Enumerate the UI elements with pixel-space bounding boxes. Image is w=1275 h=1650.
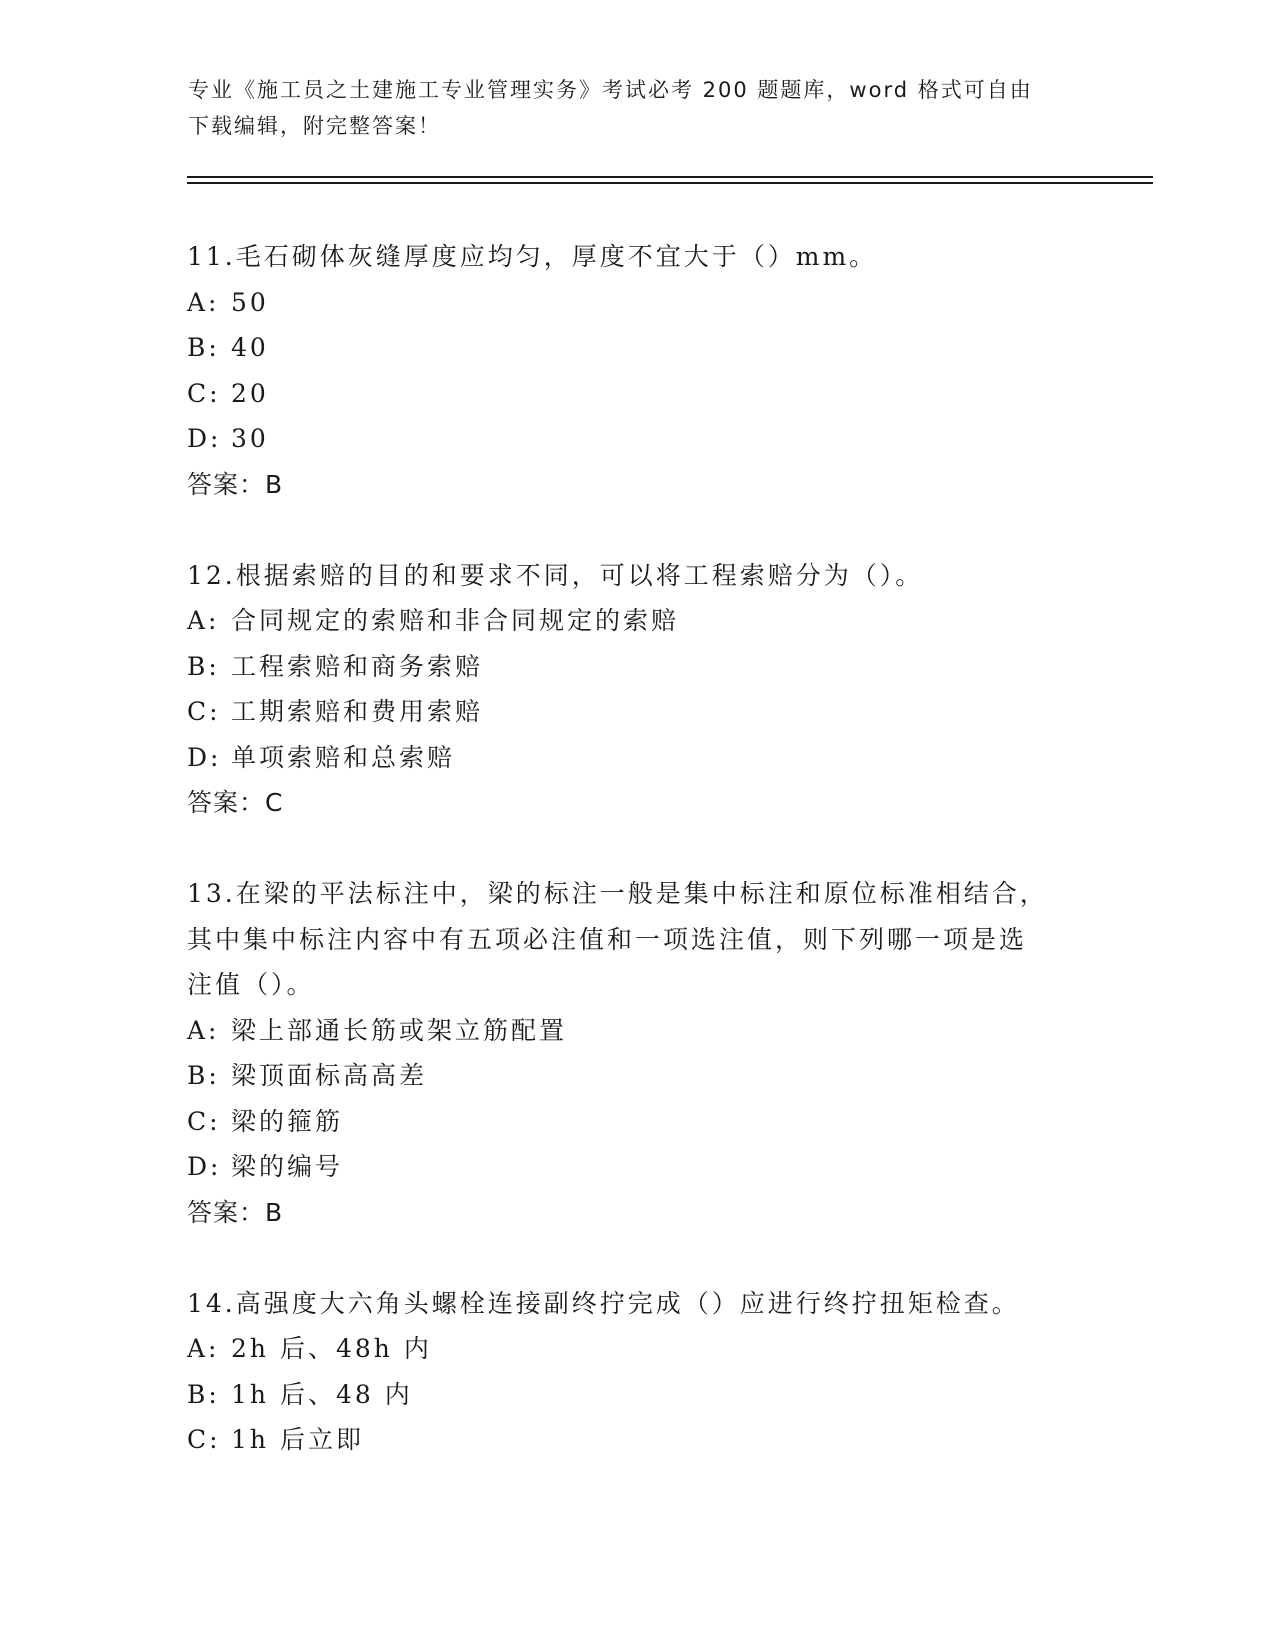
header-rule-bottom: [187, 182, 1153, 184]
option-d: [187, 416, 1087, 462]
option-a: [187, 1326, 1087, 1372]
option-text: 单项索赔和总索赔: [231, 742, 456, 772]
option-a: [187, 280, 1087, 326]
option-text: 1h 后、48 内: [231, 1379, 413, 1409]
option-text: 30: [231, 424, 269, 453]
option-key: A:: [187, 606, 220, 635]
option-text: 工期索赔和费用索赔: [231, 697, 484, 726]
question-stem: 11.毛石砌体灰缝厚度应均匀，厚度不宜大于（）mm。: [187, 242, 878, 271]
option-a: [187, 1008, 1087, 1054]
option-text: 20: [231, 378, 269, 408]
question-11: [187, 234, 1087, 507]
option-text: 梁的编号: [231, 1152, 344, 1181]
option-c: [187, 371, 1087, 417]
option-text: 梁上部通长筋或架立筋配置: [231, 1015, 568, 1045]
option-key: A:: [187, 1015, 220, 1045]
option-key: A:: [187, 1334, 220, 1363]
document-header: [188, 72, 1088, 144]
option-text: 50: [231, 287, 269, 317]
answer-line: 答案：C: [187, 788, 284, 817]
option-d: [187, 1144, 1087, 1190]
header-line-2: 下载编辑，附完整答案！: [188, 114, 441, 138]
option-text: 梁的箍筋: [231, 1106, 344, 1136]
option-text: 1h 后立即: [231, 1425, 364, 1454]
header-rule-top: [187, 176, 1153, 178]
option-key: D:: [187, 424, 222, 453]
option-key: B:: [187, 1061, 220, 1090]
option-key: C:: [187, 1425, 221, 1454]
question-stem: 14.高强度大六角头螺栓连接副终拧完成（）应进行终拧扭矩检查。: [187, 1288, 1020, 1318]
option-b: [187, 1053, 1087, 1099]
option-key: C:: [187, 697, 221, 726]
option-key: B:: [187, 333, 220, 362]
option-key: D:: [187, 742, 222, 772]
option-key: A:: [187, 287, 220, 317]
option-c: [187, 1417, 1087, 1463]
answer-line: 答案：B: [187, 469, 284, 499]
option-key: D:: [187, 1152, 222, 1181]
option-text: 工程索赔和商务索赔: [231, 651, 484, 681]
option-key: B:: [187, 1379, 220, 1409]
option-text: 2h 后、48h 内: [231, 1334, 432, 1363]
option-text: 40: [231, 333, 269, 362]
option-a: [187, 598, 1087, 644]
option-key: C:: [187, 1106, 221, 1136]
option-text: 合同规定的索赔和非合同规定的索赔: [231, 606, 680, 635]
option-key: C:: [187, 378, 221, 408]
answer-line: 答案：B: [187, 1197, 284, 1227]
option-d: [187, 735, 1087, 781]
question-12: [187, 553, 1087, 826]
header-line-1: 专业《施工员之土建施工专业管理实务》考试必考 200 题题库，word 格式可自由: [188, 78, 1033, 102]
option-key: B:: [187, 651, 220, 681]
question-stem-line-2: 其中集中标注内容中有五项必注值和一项选注值，则下列哪一项是选: [187, 924, 1028, 954]
question-stem: 12.根据索赔的目的和要求不同，可以将工程索赔分为（）。: [187, 560, 924, 590]
option-text: 梁顶面标高高差: [231, 1061, 428, 1090]
question-list: [187, 234, 1087, 1509]
option-b: [187, 644, 1087, 690]
option-b: [187, 325, 1087, 371]
question-stem-line-1: 13.在梁的平法标注中，梁的标注一般是集中标注和原位标准相结合，: [187, 879, 1048, 908]
option-c: [187, 1099, 1087, 1145]
option-c: [187, 689, 1087, 735]
question-13: [187, 871, 1087, 1235]
question-14: [187, 1281, 1087, 1463]
question-stem-line-3: 注值（）。: [187, 970, 315, 999]
option-b: [187, 1372, 1087, 1418]
